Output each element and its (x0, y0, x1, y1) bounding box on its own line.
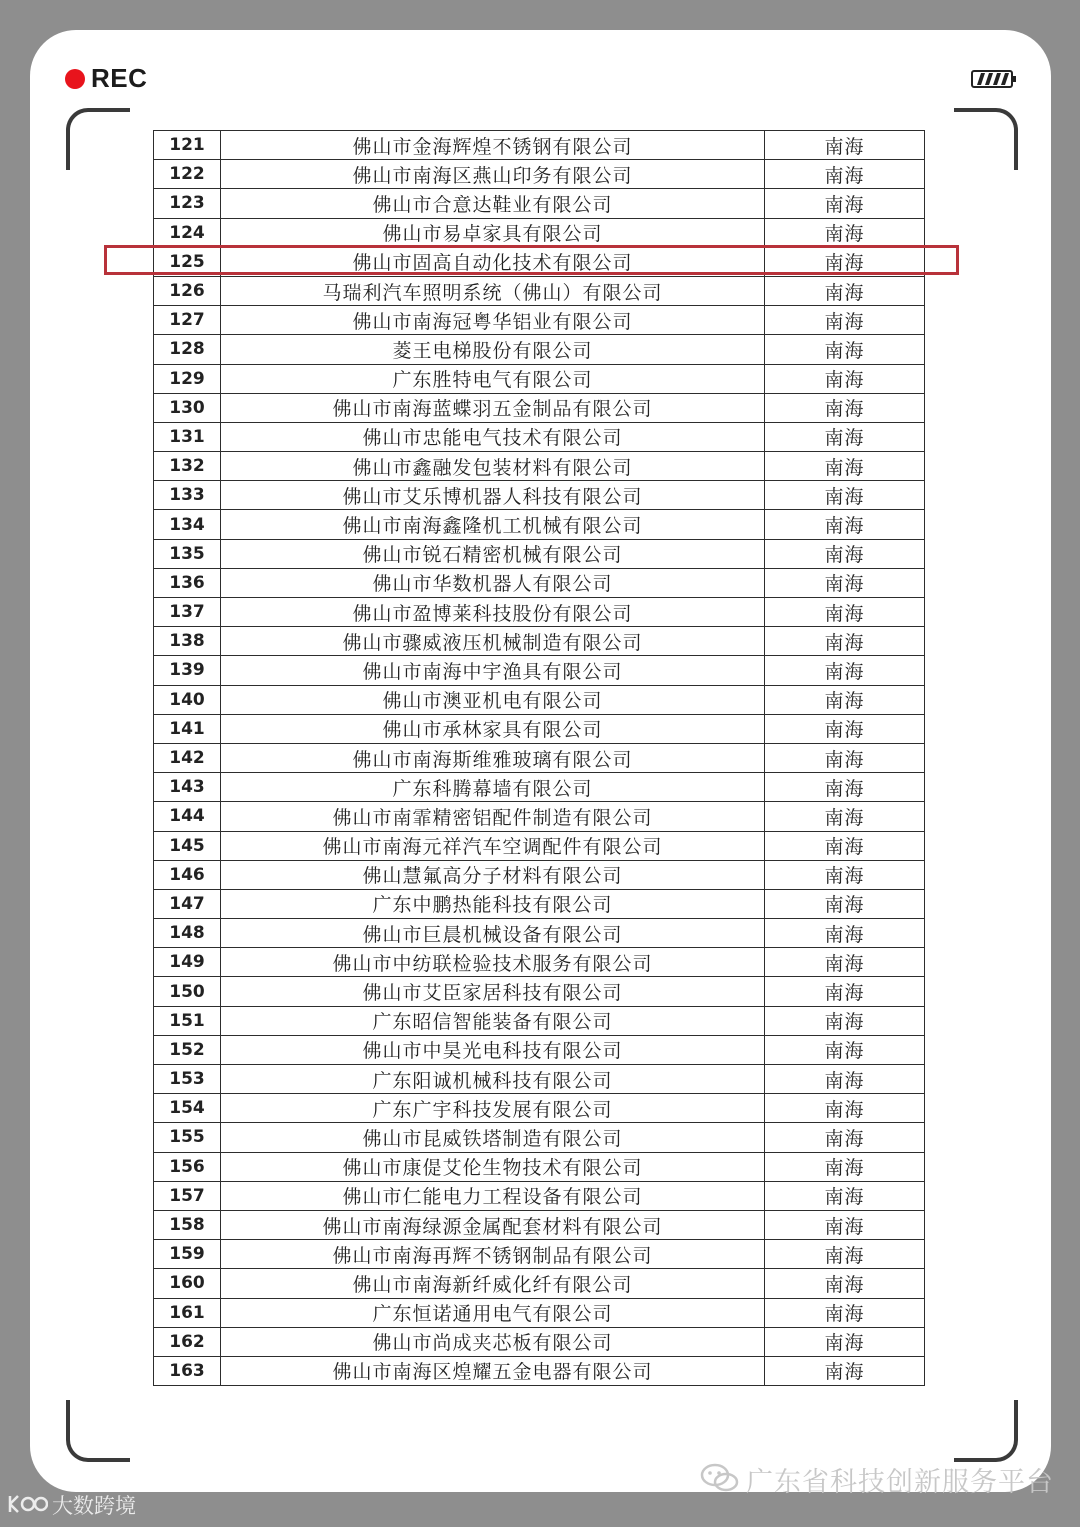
company-name: 佛山市南海区煌耀五金电器有限公司 (221, 1356, 765, 1385)
row-number: 143 (154, 773, 221, 802)
row-number: 139 (154, 656, 221, 685)
region-name: 南海 (765, 422, 925, 451)
company-name: 佛山市南海元祥汽车空调配件有限公司 (221, 831, 765, 860)
company-name: 佛山市南海冠粤华铝业有限公司 (221, 306, 765, 335)
company-name: 佛山市固高自动化技术有限公司 (221, 247, 765, 276)
company-name: 佛山市易卓家具有限公司 (221, 218, 765, 247)
company-name: 佛山市艾臣家居科技有限公司 (221, 977, 765, 1006)
table-row (154, 889, 925, 918)
row-number: 161 (154, 1298, 221, 1327)
region-name: 南海 (765, 1181, 925, 1210)
row-number: 133 (154, 481, 221, 510)
region-name: 南海 (765, 1269, 925, 1298)
table-row (154, 452, 925, 481)
table-row (154, 685, 925, 714)
row-number: 142 (154, 743, 221, 772)
region-name: 南海 (765, 656, 925, 685)
region-name: 南海 (765, 685, 925, 714)
company-name: 佛山市南海中宇渔具有限公司 (221, 656, 765, 685)
region-name: 南海 (765, 802, 925, 831)
region-name: 南海 (765, 189, 925, 218)
row-number: 159 (154, 1240, 221, 1269)
row-125-highlight-box (104, 245, 959, 275)
region-name: 南海 (765, 481, 925, 510)
row-number: 128 (154, 335, 221, 364)
region-name: 南海 (765, 218, 925, 247)
region-name: 南海 (765, 510, 925, 539)
brand-logo-icon (6, 1490, 48, 1520)
table-row (154, 1327, 925, 1356)
region-name: 南海 (765, 568, 925, 597)
row-number: 147 (154, 889, 221, 918)
company-name: 马瑞利汽车照明系统（佛山）有限公司 (221, 276, 765, 305)
table-row (154, 656, 925, 685)
company-name: 佛山市南海斯维雅玻璃有限公司 (221, 743, 765, 772)
region-name: 南海 (765, 977, 925, 1006)
row-number: 162 (154, 1327, 221, 1356)
row-number: 137 (154, 598, 221, 627)
region-name: 南海 (765, 598, 925, 627)
region-name: 南海 (765, 1152, 925, 1181)
region-name: 南海 (765, 860, 925, 889)
table-row (154, 481, 925, 510)
row-number: 130 (154, 393, 221, 422)
table-row (154, 743, 925, 772)
table-row (154, 510, 925, 539)
table-row (154, 1356, 925, 1385)
recording-frame (30, 30, 1051, 1492)
table-row (154, 773, 925, 802)
region-name: 南海 (765, 335, 925, 364)
row-number: 145 (154, 831, 221, 860)
company-name: 佛山市南海区燕山印务有限公司 (221, 160, 765, 189)
table-row (154, 1152, 925, 1181)
company-name: 广东科腾幕墙有限公司 (221, 773, 765, 802)
company-name: 广东胜特电气有限公司 (221, 364, 765, 393)
region-name: 南海 (765, 948, 925, 977)
row-number: 157 (154, 1181, 221, 1210)
company-name: 广东阳诚机械科技有限公司 (221, 1065, 765, 1094)
row-number: 158 (154, 1210, 221, 1239)
company-name: 佛山市仁能电力工程设备有限公司 (221, 1181, 765, 1210)
table-row (154, 364, 925, 393)
company-name: 佛山市骤威液压机械制造有限公司 (221, 627, 765, 656)
table-row (154, 1181, 925, 1210)
wechat-icon (700, 1463, 740, 1497)
table-row (154, 422, 925, 451)
company-name: 佛山市鑫融发包装材料有限公司 (221, 452, 765, 481)
table-row (154, 218, 925, 247)
row-number: 163 (154, 1356, 221, 1385)
table-row (154, 1210, 925, 1239)
company-name: 佛山市华数机器人有限公司 (221, 568, 765, 597)
table-row (154, 393, 925, 422)
region-name: 南海 (765, 831, 925, 860)
row-number: 160 (154, 1269, 221, 1298)
company-name: 佛山市艾乐博机器人科技有限公司 (221, 481, 765, 510)
row-number: 154 (154, 1094, 221, 1123)
row-number: 126 (154, 276, 221, 305)
row-number: 125 (154, 247, 221, 276)
row-number: 131 (154, 422, 221, 451)
row-number: 150 (154, 977, 221, 1006)
company-name: 佛山市盈博莱科技股份有限公司 (221, 598, 765, 627)
row-number: 129 (154, 364, 221, 393)
table-row (154, 160, 925, 189)
row-number: 124 (154, 218, 221, 247)
company-name: 佛山市合意达鞋业有限公司 (221, 189, 765, 218)
table-row (154, 335, 925, 364)
region-name: 南海 (765, 919, 925, 948)
row-number: 141 (154, 714, 221, 743)
region-name: 南海 (765, 1123, 925, 1152)
table-row (154, 977, 925, 1006)
row-number: 140 (154, 685, 221, 714)
region-name: 南海 (765, 1094, 925, 1123)
region-name: 南海 (765, 714, 925, 743)
company-name: 菱王电梯股份有限公司 (221, 335, 765, 364)
table-row (154, 1123, 925, 1152)
region-name: 南海 (765, 1240, 925, 1269)
row-number: 155 (154, 1123, 221, 1152)
region-name: 南海 (765, 276, 925, 305)
table-row (154, 1240, 925, 1269)
company-name: 广东中鹏热能科技有限公司 (221, 889, 765, 918)
table-row (154, 948, 925, 977)
frame-corner-bottom-left (66, 1400, 130, 1462)
region-name: 南海 (765, 743, 925, 772)
region-name: 南海 (765, 364, 925, 393)
row-number: 135 (154, 539, 221, 568)
row-number: 132 (154, 452, 221, 481)
region-name: 南海 (765, 160, 925, 189)
rec-label: REC (91, 63, 148, 93)
table-row (154, 714, 925, 743)
company-name: 佛山市康偍艾伦生物技术有限公司 (221, 1152, 765, 1181)
rec-indicator (65, 63, 147, 94)
table-row (154, 1269, 925, 1298)
region-name: 南海 (765, 306, 925, 335)
region-name: 南海 (765, 1006, 925, 1035)
company-name: 佛山市昆威铁塔制造有限公司 (221, 1123, 765, 1152)
row-number: 134 (154, 510, 221, 539)
company-name: 佛山市金海辉煌不锈钢有限公司 (221, 131, 765, 160)
company-name: 佛山市中昊光电科技有限公司 (221, 1035, 765, 1064)
company-name: 佛山市南海新纤威化纤有限公司 (221, 1269, 765, 1298)
company-name: 佛山市锐石精密机械有限公司 (221, 539, 765, 568)
table-row (154, 919, 925, 948)
company-name: 佛山市南海再辉不锈钢制品有限公司 (221, 1240, 765, 1269)
record-dot-icon (65, 69, 85, 89)
row-number: 146 (154, 860, 221, 889)
wechat-watermark (700, 1460, 1054, 1499)
company-name: 广东广宇科技发展有限公司 (221, 1094, 765, 1123)
region-name: 南海 (765, 1356, 925, 1385)
company-name: 佛山市巨晨机械设备有限公司 (221, 919, 765, 948)
table-row (154, 189, 925, 218)
table-row (154, 1298, 925, 1327)
row-number: 121 (154, 131, 221, 160)
company-name: 佛山市尚成夹芯板有限公司 (221, 1327, 765, 1356)
frame-corner-top-right (954, 108, 1018, 170)
table-row (154, 831, 925, 860)
row-number: 153 (154, 1065, 221, 1094)
region-name: 南海 (765, 1065, 925, 1094)
table-row (154, 276, 925, 305)
region-name: 南海 (765, 627, 925, 656)
table-row (154, 306, 925, 335)
row-number: 156 (154, 1152, 221, 1181)
company-name: 广东昭信智能装备有限公司 (221, 1006, 765, 1035)
table-row (154, 568, 925, 597)
company-table (153, 130, 925, 1386)
company-name: 佛山慧氟高分子材料有限公司 (221, 860, 765, 889)
row-number: 152 (154, 1035, 221, 1064)
region-name: 南海 (765, 889, 925, 918)
region-name: 南海 (765, 452, 925, 481)
row-number: 136 (154, 568, 221, 597)
table-row (154, 627, 925, 656)
table-row (154, 539, 925, 568)
table-row (154, 1035, 925, 1064)
corner-logo-label: 大数跨境 (52, 1494, 136, 1518)
company-name: 佛山市承林家具有限公司 (221, 714, 765, 743)
frame-corner-top-left (66, 108, 130, 170)
region-name: 南海 (765, 539, 925, 568)
table-row (154, 1094, 925, 1123)
table-row (154, 1065, 925, 1094)
company-name: 广东恒诺通用电气有限公司 (221, 1298, 765, 1327)
row-number: 151 (154, 1006, 221, 1035)
company-name: 佛山市南霏精密铝配件制造有限公司 (221, 802, 765, 831)
region-name: 南海 (765, 1327, 925, 1356)
table-row (154, 860, 925, 889)
region-name: 南海 (765, 131, 925, 160)
region-name: 南海 (765, 1210, 925, 1239)
row-number: 149 (154, 948, 221, 977)
company-name: 佛山市南海蓝蝶羽五金制品有限公司 (221, 393, 765, 422)
table-row (154, 131, 925, 160)
frame-corner-bottom-right (954, 1400, 1018, 1462)
region-name: 南海 (765, 393, 925, 422)
table-row (154, 598, 925, 627)
battery-icon (971, 69, 1017, 93)
company-name: 佛山市南海绿源金属配套材料有限公司 (221, 1210, 765, 1239)
region-name: 南海 (765, 1035, 925, 1064)
company-name: 佛山市南海鑫隆机工机械有限公司 (221, 510, 765, 539)
company-name: 佛山市澳亚机电有限公司 (221, 685, 765, 714)
region-name: 南海 (765, 1298, 925, 1327)
row-number: 148 (154, 919, 221, 948)
wechat-account-name: 广东省科技创新服务平台 (746, 1467, 1054, 1498)
row-number: 138 (154, 627, 221, 656)
company-name: 佛山市忠能电气技术有限公司 (221, 422, 765, 451)
region-name: 南海 (765, 247, 925, 276)
row-number: 123 (154, 189, 221, 218)
company-name: 佛山市中纺联检验技术服务有限公司 (221, 948, 765, 977)
table-row (154, 802, 925, 831)
table-row (154, 1006, 925, 1035)
row-number: 144 (154, 802, 221, 831)
corner-logo-watermark (6, 1490, 136, 1520)
row-number: 127 (154, 306, 221, 335)
region-name: 南海 (765, 773, 925, 802)
row-number: 122 (154, 160, 221, 189)
